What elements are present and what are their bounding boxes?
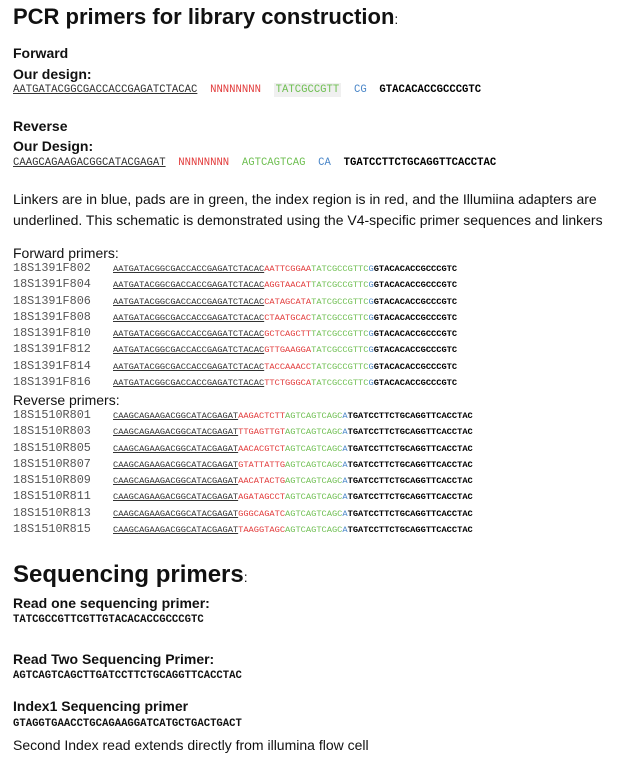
reverse-design-label: Our Design: xyxy=(13,138,94,154)
primer-linker: G xyxy=(368,264,374,274)
primer-sequence: GTACACACCGCCCGTC xyxy=(373,280,458,291)
primer-linker: A xyxy=(342,459,348,470)
forward-primers-label: Forward primers: xyxy=(13,245,119,261)
table-row xyxy=(13,261,457,277)
primer-index: AGATAGCCT xyxy=(238,492,286,503)
primer-adapter: AATGATACGGCGACCACCGAGATCTACAC xyxy=(113,345,265,356)
sequencing-section-title xyxy=(13,561,248,591)
primer-pad: AGTCAGTCAGC xyxy=(285,525,343,536)
primer-adapter: CAAGCAGAAGACGGCATACGAGAT xyxy=(113,443,239,454)
primer-index: AACACGTCT xyxy=(238,443,286,454)
read1-sequence: TATCGCCGTTCGTTGTACACACCGCCCGTC xyxy=(13,614,204,626)
primer-pad: AGTCAGTCAGC xyxy=(285,427,343,438)
primer-index: CATAGCATA xyxy=(264,296,312,307)
primer-sequence: TGATCCTTCTGCAGGTTCACCTAC xyxy=(347,443,473,454)
primer-linker: A xyxy=(342,476,348,487)
primer-adapter: CAAGCAGAAGACGGCATACGAGAT xyxy=(113,459,239,470)
primer-adapter: AATGATACGGCGACCACCGAGATCTACAC xyxy=(113,280,265,291)
primer-pad: TATCGCCGTTC xyxy=(311,378,369,389)
primer-adapter: AATGATACGGCGACCACCGAGATCTACAC xyxy=(113,361,265,372)
primer-sequence: GTACACACCGCCCGTC xyxy=(373,264,458,274)
table-row xyxy=(13,408,473,424)
primer-adapter: CAAGCAGAAGACGGCATACGAGAT xyxy=(113,492,239,503)
primer-index: TTCTGGGCA xyxy=(264,378,312,389)
primer-name: 18S1510R807 xyxy=(13,456,91,471)
primer-pad: TATCGCCGTTC xyxy=(311,280,369,291)
table-row xyxy=(13,342,457,358)
forward-design-primer: GTACACACCGCCCGTC xyxy=(379,84,482,96)
primer-index: GTTGAAGGA xyxy=(264,345,312,356)
index1-label: Index1 Sequencing primer xyxy=(13,698,189,714)
primer-pad: TATCGCCGTTC xyxy=(311,296,369,307)
primer-sequence: TGATCCTTCTGCAGGTTCACCTAC xyxy=(347,459,473,470)
table-row xyxy=(13,424,473,440)
primer-name: 18S1510R805 xyxy=(13,440,91,455)
primer-name: 18S1391F812 xyxy=(13,342,91,357)
primer-sequence: TGATCCTTCTGCAGGTTCACCTAC xyxy=(347,411,473,421)
primer-name: 18S1391F802 xyxy=(13,261,91,275)
reverse-design-index: NNNNNNNN xyxy=(178,157,230,169)
primer-name: 18S1510R809 xyxy=(13,473,91,488)
table-row xyxy=(13,473,473,489)
table-row xyxy=(13,375,457,391)
primer-pad: AGTCAGTCAGC xyxy=(285,476,343,487)
forward-design-linker: CG xyxy=(353,84,367,96)
primer-sequence: GTACACACCGCCCGTC xyxy=(373,329,458,340)
forward-primers-list xyxy=(13,261,457,391)
primer-sequence: GTACACACCGCCCGTC xyxy=(373,378,458,389)
primer-index: AACATACTG xyxy=(238,476,286,487)
legend-description: Linkers are in blue, pads are in green, the index region is in red, and the Illumiina adapters are underlined. This schematic is demonstrated using the V4-specific primer sequences and linkers xyxy=(13,191,603,228)
primer-index: TAAGGTAGC xyxy=(238,525,286,536)
read1-label: Read one sequencing primer: xyxy=(13,595,210,611)
primer-sequence: TGATCCTTCTGCAGGTTCACCTAC xyxy=(347,508,473,519)
primer-linker: A xyxy=(342,525,348,536)
primer-pad: AGTCAGTCAGC xyxy=(285,459,343,470)
forward-label: Forward xyxy=(13,45,69,61)
primer-adapter: CAAGCAGAAGACGGCATACGAGAT xyxy=(113,508,239,519)
primer-name: 18S1391F816 xyxy=(13,375,91,390)
primer-linker: A xyxy=(342,492,348,503)
primer-adapter: AATGATACGGCGACCACCGAGATCTACAC xyxy=(113,264,265,274)
primer-linker: A xyxy=(342,508,348,519)
forward-design-label: Our design: xyxy=(13,66,92,82)
table-row xyxy=(13,522,473,538)
reverse-design-primer: TGATCCTTCTGCAGGTTCACCTAC xyxy=(343,157,497,169)
primer-name: 18S1510R811 xyxy=(13,489,91,504)
primer-index: GTATTATTG xyxy=(238,459,286,470)
table-row xyxy=(13,489,473,505)
primer-name: 18S1510R801 xyxy=(13,408,91,422)
primer-linker: G xyxy=(368,312,374,323)
table-row xyxy=(13,457,473,473)
pcr-title-text: PCR primers for library construction xyxy=(13,4,395,29)
primer-adapter: CAAGCAGAAGACGGCATACGAGAT xyxy=(113,427,239,438)
forward-design-adapter: AATGATACGGCGACCACCGAGATCTACAC xyxy=(13,84,198,96)
table-row xyxy=(13,294,457,310)
primer-sequence: GTACACACCGCCCGTC xyxy=(373,312,458,323)
primer-pad: TATCGCCGTTC xyxy=(311,264,369,274)
forward-design-pad: TATCGCCGTT xyxy=(275,84,340,96)
table-row xyxy=(13,359,457,375)
primer-linker: A xyxy=(342,443,348,454)
primer-adapter: CAAGCAGAAGACGGCATACGAGAT xyxy=(113,476,239,487)
reverse-design-linker: CA xyxy=(318,157,331,169)
primer-name: 18S1391F808 xyxy=(13,309,91,324)
primer-index: AAGACTCTT xyxy=(238,411,286,421)
table-row xyxy=(13,326,457,342)
primer-adapter: AATGATACGGCGACCACCGAGATCTACAC xyxy=(113,312,265,323)
primer-index: AGGTAACAT xyxy=(264,280,312,291)
primer-adapter: AATGATACGGCGACCACCGAGATCTACAC xyxy=(113,329,265,340)
primer-name: 18S1510R813 xyxy=(13,505,91,520)
sequencing-title-colon: : xyxy=(243,569,248,585)
primer-sequence: GTACACACCGCCCGTC xyxy=(373,296,458,307)
primer-pad: TATCGCCGTTC xyxy=(311,361,369,372)
primer-linker: A xyxy=(342,427,348,438)
table-row xyxy=(13,506,473,522)
read2-sequence: AGTCAGTCAGCTTGATCCTTCTGCAGGTTCACCTAC xyxy=(13,670,242,682)
sequencing-title-text: Sequencing primers xyxy=(13,561,244,588)
primer-linker: G xyxy=(368,280,374,291)
primer-index: GCTCAGCTT xyxy=(264,329,312,340)
primer-pad: TATCGCCGTTC xyxy=(311,312,369,323)
primer-sequence: TGATCCTTCTGCAGGTTCACCTAC xyxy=(347,525,473,536)
index1-sequence: GTAGGTGAACCTGCAGAAGGATCATGCTGACTGACT xyxy=(13,718,242,730)
primer-adapter: AATGATACGGCGACCACCGAGATCTACAC xyxy=(113,296,265,307)
primer-index: GGGCAGATC xyxy=(238,508,286,519)
table-row xyxy=(13,441,473,457)
primer-linker: A xyxy=(342,411,348,421)
primer-pad: TATCGCCGTTC xyxy=(311,345,369,356)
primer-index: TTGAGTTGT xyxy=(238,427,286,438)
table-row xyxy=(13,310,457,326)
primer-name: 18S1391F814 xyxy=(13,358,91,373)
primer-sequence: TGATCCTTCTGCAGGTTCACCTAC xyxy=(347,476,473,487)
primer-index: CTAATGCAC xyxy=(264,312,312,323)
primer-linker: G xyxy=(368,378,374,389)
primer-linker: G xyxy=(368,329,374,340)
primer-index: AATTCGGAA xyxy=(264,264,312,274)
reverse-primers-list xyxy=(13,408,473,538)
primer-name: 18S1391F804 xyxy=(13,277,91,292)
primer-name: 18S1510R803 xyxy=(13,424,91,439)
forward-design-sequence xyxy=(13,82,481,98)
read2-label: Read Two Sequencing Primer: xyxy=(13,651,215,667)
primer-pad: TATCGCCGTTC xyxy=(311,329,369,340)
primer-name: 18S1510R815 xyxy=(13,522,91,537)
primer-linker: G xyxy=(368,345,374,356)
pcr-section-title xyxy=(13,4,398,32)
primer-adapter: AATGATACGGCGACCACCGAGATCTACAC xyxy=(113,378,265,389)
primer-linker: G xyxy=(368,361,374,372)
primer-adapter: CAAGCAGAAGACGGCATACGAGAT xyxy=(113,525,239,536)
reverse-design-sequence xyxy=(13,155,496,171)
primer-adapter: CAAGCAGAAGACGGCATACGAGAT xyxy=(113,411,239,421)
primer-pad: AGTCAGTCAGC xyxy=(285,508,343,519)
primer-linker: G xyxy=(368,296,374,307)
second-index-note: Second Index read extends directly from illumina flow cell xyxy=(13,737,369,753)
table-row xyxy=(13,277,457,293)
reverse-label: Reverse xyxy=(13,118,68,134)
primer-pad: AGTCAGTCAGC xyxy=(285,443,343,454)
primer-sequence: GTACACACCGCCCGTC xyxy=(373,345,458,356)
primer-sequence: TGATCCTTCTGCAGGTTCACCTAC xyxy=(347,492,473,503)
primer-pad: AGTCAGTCAGC xyxy=(285,411,343,421)
primer-name: 18S1391F806 xyxy=(13,293,91,308)
reverse-primers-label: Reverse primers: xyxy=(13,392,120,408)
primer-index: TACCAAACC xyxy=(264,361,312,372)
primer-name: 18S1391F810 xyxy=(13,326,91,341)
pcr-title-colon: : xyxy=(394,11,399,27)
forward-design-index: NNNNNNNN xyxy=(210,84,261,96)
primer-sequence: TGATCCTTCTGCAGGTTCACCTAC xyxy=(347,427,473,438)
reverse-design-pad: AGTCAGTCAG xyxy=(241,157,306,169)
primer-sequence: GTACACACCGCCCGTC xyxy=(373,361,458,372)
reverse-design-adapter: CAAGCAGAAGACGGCATACGAGAT xyxy=(13,157,166,169)
primer-pad: AGTCAGTCAGC xyxy=(285,492,343,503)
